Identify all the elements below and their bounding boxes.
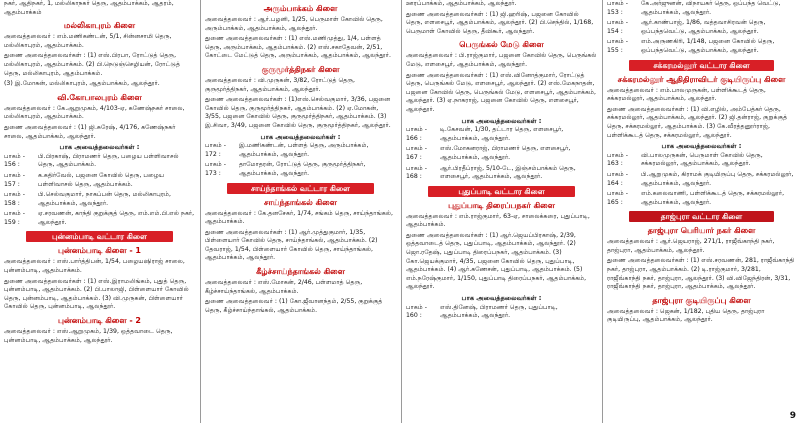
region-banner: சாய்ந்தாங்கல் வட்டார கிளை <box>227 183 374 194</box>
ward-entry <box>205 142 396 159</box>
ward-number: பாகம் - 157 : <box>4 171 25 188</box>
ward-entry <box>205 161 396 178</box>
text-fragment: ஊரப்பாக்கம், ஆதம்பாக்கம், ஆலந்தூர். <box>406 0 517 7</box>
ward-entry <box>607 19 796 36</box>
office-bearer-entry: துணை அவைத்தலைவர்கள் : (1) எஸ்.வினோத்குமார், ரோட்டுத் தெரு, பெருங்கல் மேடு, எளசைபூர், ஆலந்தூர். (2) எஸ்.மேகநாதன், பஜனை கோவில் தெரு, பெருங்கல் மேடு, எளசைபூர், ஆதம்பாக்கம், ஆலந்தூர். (3) ஏ.நாகராஜ், பஜனை கோவில் தெரு, எளசைபூர், ஆலந்தூர். <box>406 71 596 113</box>
section-subheading: பாக அவைத்தலைவர்கள் : <box>661 142 742 151</box>
office-bearer-entry: அவைத்தலைவர் : எஸ்.ஆறுமுகம், 1/39, ஒத்தவாடை தெரு, புன்னம்பாடி, ஆதம்பாக்கம், ஆலந்தூர். <box>4 328 173 344</box>
office-bearer-entry: அவைத்தலைவர் : ஆர்.ஜெயராஜ், 271/1, ராஜீவ்காந்தி நகர், தாஜ்புரா, ஆதம்பாக்கம், ஆலந்தூர். <box>607 238 775 254</box>
column-2 <box>201 0 400 423</box>
ward-number: பாகம் - 172 : <box>205 142 226 158</box>
ward-entry <box>406 304 597 321</box>
ward-text: இ.மணிகண்டன், பள்ளத் தெரு, அரும்பாக்கம், ஆதம்பாக்கம், ஆலந்தூர். <box>239 142 369 158</box>
ward-number: பாகம் - 154 : <box>607 19 628 35</box>
ward-entry <box>4 153 195 170</box>
ward-text: வி.பாலமுருகன், பெருமாள் கோவில் தெரு, சக்கரமல்லூர், ஆதம்பாக்கம், ஆலந்தூர். <box>641 151 763 168</box>
ward-number: பாகம் - 165 : <box>607 190 628 206</box>
column-1 <box>0 0 199 423</box>
ward-entry <box>406 165 597 182</box>
office-bearer-entry: துணை அவைத்தலைவர் : (1) ஜி.சுரேஷ், 4/176, கணேஷ்நகர் சாலை, ஆதம்பாக்கம், ஆலந்தூர். <box>4 123 176 140</box>
office-bearer-entry: (3) இ.மோகன், மல்லிகாபுரம், ஆதம்பாக்கம், ஆலந்தூர். <box>4 80 160 88</box>
branch-heading: தாஜ்புரா பெரியார் நகர் கிளை <box>647 226 756 236</box>
office-bearer-entry: துணை அவைத்தலைவர்கள் : (1) வி.எழில், அம்பேத்கர் தெரு, சக்கரமல்லூர், ஆதம்பாக்கம், ஆலந்தூர். (2) ஜி.தன்ராஜ், குறுக்குத் தெரு, சக்கரமல்லூர், ஆதம்பாக்கம். (3) கே.வீரத்தனூர்ராஜ், பள்ளிக்கூடத் தெரு, சக்கரமல்லூர், ஆலந்தூர். <box>607 105 788 139</box>
office-bearer-entry: அவைத்தலைவர் : வி.முருகன், 3/82, ரோட்டுத் தெரு, குருமூர்த்திநகர், ஆதம்பாக்கம், ஆலந்தூர். <box>205 76 356 93</box>
ward-entry <box>607 152 796 169</box>
office-bearer-entry: அவைத்தலைவர் : ஆர்.பழனி, 1/25, பெருமாள் கோவில் தெரு, அரும்பாக்கம், ஆதம்பாக்கம், ஆலந்தூர். <box>205 16 383 32</box>
ward-number: பாகம் - 158 : <box>4 191 25 207</box>
ward-number: பாகம் - 159 : <box>4 210 25 226</box>
ward-text: எம்.அருணகிரி, 1/148, பஜனை கோவில் தெரு, ஒப்பந்தவெட்டு, ஆதம்பாக்கம், ஆலந்தூர். <box>641 38 775 54</box>
region-banner: புதுப்பாடி வட்டார கிளை <box>428 186 575 197</box>
ward-text: எஸ்.தினேஷ், பிராமணர் தெரு, புதுப்பாடி, ஆதம்பாக்கம், ஆலந்தூர். <box>440 303 558 320</box>
office-bearer-entry: துணை அவைத்தலைவர் : (1) கோ.ஜீவானந்தம், 2/55, குறுக்குத் தெரு, கீழ்ச்சாய்ந்தாங்கல், ஆதம்பாக்கம். <box>205 298 383 314</box>
office-bearer-entry: அவைத்தலைவர் : ஜெகன், 1/182, புதிய தெரு, தாஜ்புரா குடியிருப்பு, ஆதம்பாக்கம், ஆலந்தூர். <box>607 307 765 324</box>
office-bearer-entry: அவைத்தலைவர் : எஸ்.மோகன், 2/46, பள்ளமாத் தெரு, கீழ்ச்சாய்ந்தாங்கல், ஆதம்பாக்கம். <box>205 279 363 295</box>
text-fragment: நகர், ஆதிநகர், 1, மல்லிகாநகர் தெரு, ஆதம்பாக்கம், ஆதரம், ஆதம்பாக்கம் <box>4 0 174 16</box>
region-banner: தாஜ்புரா வட்டார கிளை <box>629 211 774 222</box>
page-number: 9 <box>789 411 796 422</box>
ward-entry <box>607 0 796 17</box>
ward-text: எம்.கலைவாணி, பள்ளிக்கூடத் தெரு, சக்கரமல்லூர், ஆதம்பாக்கம், ஆலந்தூர். <box>641 190 785 206</box>
ward-number: பாகம் - 164 : <box>607 170 628 187</box>
ward-text: பி.ஆறுமுகம், கிராமக் குடியிருப்பு தெரு, சக்கரமல்லூர், ஆதம்பாக்கம், ஆலந்தூர். <box>641 170 794 187</box>
region-banner: சக்கரமல்லூர் வட்டார கிளை <box>629 60 774 71</box>
ward-number: பாகம் - 153 : <box>607 0 628 16</box>
ward-entry <box>4 210 195 227</box>
ward-text: பி.செல்வகுமார், நாகப்பன் தெரு, மல்லிகாபுரம், ஆதம்பாக்கம், ஆலந்தூர். <box>38 191 171 207</box>
office-bearer-entry: அவைத்தலைவர் : கே.தனசேகர், 1/74, சங்கம் தெரு, சாய்ந்தாங்கல், ஆதம்பாக்கம். <box>205 209 393 226</box>
branch-heading: பெருங்கல் மேடு கிளை <box>459 40 544 50</box>
office-bearer-entry: அவைத்தலைவர் : பி.ராஜ்குமார், பஜனை கோவில் தெரு, பெருங்கல் மேடு, எளசைபூர், ஆதம்பாக்கம், ஆலந்தூர். <box>406 52 597 68</box>
ward-text: க.கதிர்வேல், பஜனை கோவில் தெரு, பழைய பள்ளிவாசல் தெரு, ஆதம்பாக்கம். <box>38 171 165 188</box>
section-subheading: பாக அவைத்தலைவர்கள் : <box>59 143 140 152</box>
office-bearer-entry: துணை அவைத்தலைவர்கள் : (1) எஸ்.பிரபா, ரோட்டுத் தெரு, மல்லிகாபுரம், ஆதம்பாக்கம். (2) பி.நெடுஞ்செழியன், ரோட்டுத் தெரு, மல்லிகாபுரம், ஆதம்பாக்கம். <box>4 52 180 77</box>
ward-number: பாகம் - 156 : <box>4 152 25 169</box>
branch-heading: புன்னம்பாடி கிளை - 2 <box>58 316 141 326</box>
ward-number: பாகம் - 168 : <box>406 164 427 181</box>
office-bearer-entry: துணை அவைத்தலைவர்கள் : (1) ஆர்.ஜெயப்பிரகாஷ், 2/39, ஒத்தவாடைத் தெரு, புதுப்பாடி, ஆதம்பாக்கம், ஆலந்தூர். (2) ஜொ.ரதேஷ், புதுப்பாடி திரைப்பநகர், ஆதம்பாக்கம். (3) கோ.ஜெயக்குமார், 4/35, பஜனை கோவில் தெரு, புதுப்பாடி, ஆதம்பாக்கம். (4) ஆர்.கணேசன், புதுப்பாடி, ஆதம்பாக்கம். (5) எம்.நரேஷ்குமார், 1/150, புதுப்பாடி திரைப்பநகர், ஆதம்பாக்கம், ஆலந்தூர். <box>406 231 587 291</box>
branch-heading: சக்கரமல்லூர் ஆதிதிராவிடர் குடியிருப்பு கிளை <box>617 74 786 84</box>
branch-heading: வி.கோபாலபுரம் கிளை <box>57 92 142 102</box>
office-bearer-entry: துணை அவைத்தலைவர்கள் : (1) எஸ்.சரவணன், 281, ராஜீவ்காந்தி நகர், தாஜ்புரா, ஆதம்பாக்கம். (2) டி.ராஜ்குமார், 3/281, ராஜீவ்காந்தி நகர், தாஜ்புரா, ஆலந்தூர். (3) வி.விஜேந்திரன், 3/31, ராஜீவ்காந்தி நகர், தாஜ்புரா, ஆதம்பாக்கம், ஆலந்தூர். <box>607 257 795 291</box>
office-bearer-entry: துணை அவைத்தலைவர்கள் : (1) ஜி.ஹரிஷ், பஜனை கோவில் தெரு, எளசைபூர், ஆதம்பாக்கம், ஆலந்தூர். (2) பி.செந்தில், 1/168, பெருமாள் கோவில் தெரு, தீவிகூர், ஆலந்தூர். <box>406 10 594 35</box>
region-banner: புன்னம்பாடி வட்டார கிளை <box>26 231 173 242</box>
column-4 <box>603 0 800 423</box>
ward-text: பி.பிரகாஷ், பிராமணர் தெரு, பழைய பள்ளிவாசல் தெரு, ஆதம்பாக்கம். <box>38 152 179 169</box>
column-3 <box>402 0 601 423</box>
ward-number: பாகம் - 160 : <box>406 303 427 320</box>
ward-number: பாகம் - 155 : <box>607 38 628 54</box>
branch-heading: மல்லிகாபுரம் கிளை <box>63 21 136 31</box>
section-subheading: பாக அவைத்தலைவர்கள் : <box>260 132 341 141</box>
office-bearer-entry: துணை அவைத்தலைவர்கள் : (1)எஸ்.செல்வகுமார், 3/36, பஜனை கோவில் தெரு, குருமூர்த்திநகர், ஆதம்பாக்கம். (2) ஏ.மோகன், 3/55, பஜனை கோவில் தெரு, குருமூர்த்திநகர், ஆதம்பாக்கம். (3) இ.சிவா, 3/49, பஜனை கோவில் தெரு, குருமூர்த்திநகர், ஆலந்தூர். <box>205 96 391 129</box>
office-bearer-entry: அவைத்தலைவர் : எம்.பாலமுருகன், பள்ளிக்கூடத் தெரு, சக்கரமல்லூர், ஆதம்பாக்கம், ஆலந்தூர். <box>607 86 766 103</box>
office-bearer-entry: அவைத்தலைவர் : எம்.ராஜ்குமார், 63-ஏ, சாலைக்கரை, புதுப்பாடி, ஆதம்பாக்கம். <box>406 212 590 229</box>
ward-entry <box>4 172 195 189</box>
branch-heading: குருமூர்த்திநகர் கிளை <box>261 64 340 74</box>
ward-entry <box>607 38 796 55</box>
branch-heading: புன்னம்பாடி கிளை - 1 <box>58 246 141 256</box>
ward-entry <box>607 190 796 207</box>
office-bearer-entry: அவைத்தலைவர் : எஸ்.பார்த்திபன், 1/54, பழையஷிராஜ் சாலை, புன்னம்பாடி, ஆதம்பாக்கம். <box>4 258 185 275</box>
ward-text: டி.கேசவன், 1/30, தட்டார தெரு, எளசைபூர், ஆதம்பாக்கம், ஆலந்தூர். <box>440 126 564 142</box>
ward-entry <box>4 191 195 208</box>
ward-entry <box>406 145 597 162</box>
section-subheading: பாக அவைத்தலைவர்கள் : <box>461 116 542 125</box>
ward-entry <box>406 126 597 143</box>
ward-text: ஏ.சரவணன், காந்தி குறுக்குத் தெரு, எம்.எம்.பி.எல் நகர், ஆலந்தூர். <box>38 210 195 226</box>
office-bearer-entry: துணை அவைத்தலைவர்கள் : (1) எஸ்.மணிமுத்து, 1/4, பள்ளத் தெரு, அரும்பாக்கம், ஆதம்பாக்கம். (2) எஸ்.சகாதேவன், 2/51, கோட்டை மேட்டுத் தெரு, அரும்பாக்கம், ஆதம்பாக்கம், ஆலந்தூர். <box>205 35 391 60</box>
office-bearer-entry: அவைத்தலைவர் : கே.ஆறுமுகம், 4/103-ஏ, கணேஷ்நகர் சாலை, மல்லிகாபுரம், ஆதம்பாக்கம். <box>4 104 185 121</box>
ward-text: ஆர்.காண்பாஜ், 1/86, வத்தவாசிரவன் தெரு, ஒப்பந்தவெட்டு, ஆதம்பாக்கம், ஆலந்தூர். <box>641 19 766 35</box>
ward-text: எஸ்.மோகனராஜ், பிராமணர் தெரு, எளசைபூர், ஆதம்பாக்கம், ஆலந்தூர். <box>440 145 571 161</box>
branch-heading: தாஜ்புரா குடியிருப்பு கிளை <box>652 295 751 305</box>
office-bearer-entry: அவைத்தலைவர் : எம்.மணிகண்டன், 5/1, சின்னசாமி தெரு, மல்லிகாபுரம், ஆதம்பாக்கம். <box>4 33 172 49</box>
branch-heading: புதுப்பாடி திரைப்பநகர் கிளை <box>448 200 555 210</box>
ward-number: பாகம் - 166 : <box>406 126 427 142</box>
ward-text: கே.அர்ஜுனன், விநாயகர் தெரு, ஒப்பந்த வெட்டு, ஆதம்பாக்கம், ஆலந்தூர். <box>641 0 781 16</box>
branch-heading: அரும்பாக்கம் கிளை <box>263 4 338 13</box>
section-subheading: பாக அவைத்தலைவர்கள் : <box>461 294 542 303</box>
ward-text: தாமோதரன், ரோட்டுத் தெரு, குருமூர்த்திநகர், ஆதம்பாக்கம், ஆலந்தூர். <box>239 161 366 177</box>
ward-entry <box>607 171 796 188</box>
office-bearer-entry: துணை அவைத்தலைவர்கள் : (1) எஸ்.இராமலிங்கம், புதுத் தெரு, புன்னம்பாடி, ஆதம்பாக்கம். (2) பி.பாலாஜி, பிள்ளையார் கோவில் தெரு, புன்னம்பாடி, ஆதம்பாக்கம். (3) வி.முருகன், பிள்ளையார் கோவில் தெரு, புன்னம்பாடி, ஆலந்தூர். <box>4 277 189 311</box>
branch-heading: கீழ்ச்சாய்ந்தாங்கல் கிளை <box>256 267 345 277</box>
ward-text: ஆர்.பிரதீப்ராஜ், 5/10-டே, இஞ்சம்பாக்கம் தெரு, எளசைபூர், ஆதம்பாக்கம், ஆலந்தூர். <box>440 164 576 181</box>
ward-number: பாகம் - 163 : <box>607 151 628 168</box>
ward-number: பாகம் - 173 : <box>205 161 226 177</box>
ward-number: பாகம் - 167 : <box>406 145 427 161</box>
branch-heading: சாய்ந்தாங்கல் கிளை <box>264 197 337 207</box>
office-bearer-entry: துணை அவைத்தலைவர்கள் : (1) ஆர்.முத்துகுமார், 1/35, பிள்ளையார் கோவில் தெரு, சாய்ந்தாங்கல், ஆதம்பாக்கம். (2) தேவராஜ், 1/54, பிள்ளையார் கோவில் தெரு, சாய்ந்தாங்கல், ஆதம்பாக்கம், ஆலந்தூர். <box>205 228 378 262</box>
